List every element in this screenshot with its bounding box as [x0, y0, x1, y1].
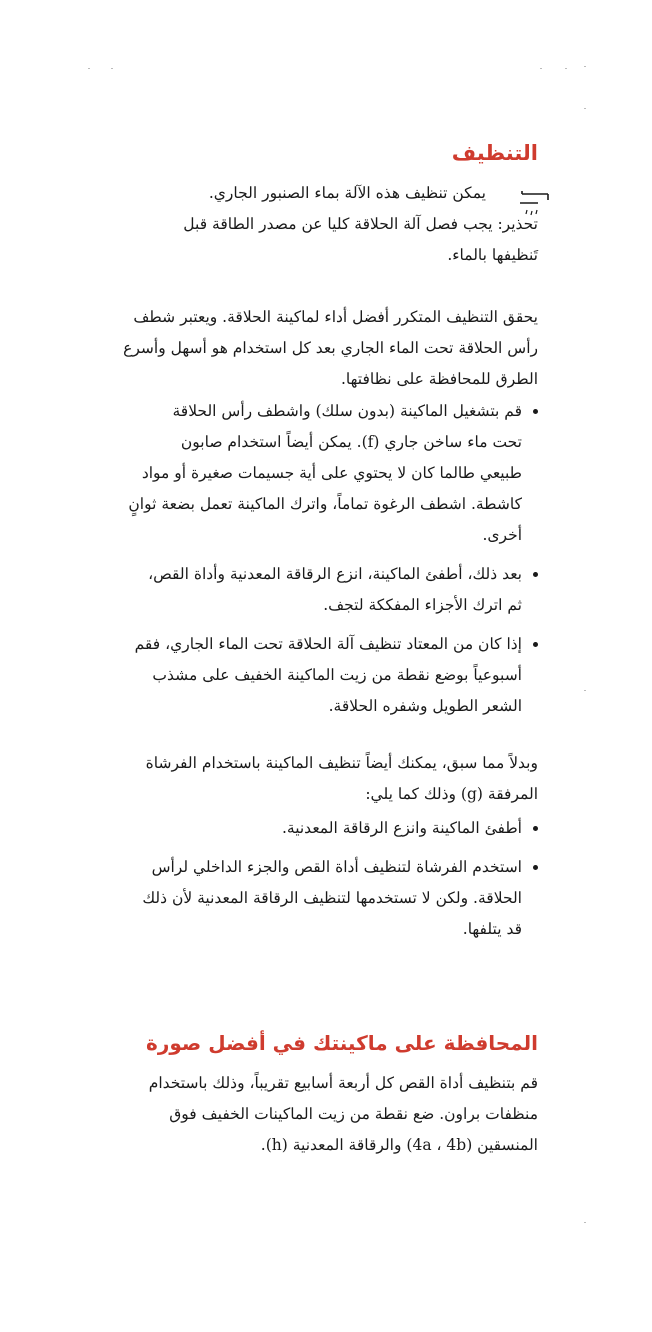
list-item [118, 813, 538, 844]
text-line: منظفات براون. ضع نقطة من زيت الماكينات الخفيف فوق [169, 1105, 538, 1123]
text-line: استخدم الفرشاة لتنظيف أداة القص والجزء الداخلي لرأس [151, 858, 522, 876]
list-item [118, 559, 538, 621]
list-item [118, 629, 538, 722]
crop-mark [584, 690, 586, 691]
text-line: الشعر الطويل وشفره الحلاقة. [328, 697, 522, 715]
list-item [118, 852, 538, 945]
text-line: تحت ماء ساخن جاري (f). يمكن أيضاً استخدام صابون [180, 433, 522, 451]
brush-intro-paragraph [98, 748, 538, 810]
text-line: رأس الحلاقة تحت الماء الجاري بعد كل استخدام هو أسهل وأسرع [123, 339, 538, 357]
text-line: قد يتلفها. [462, 920, 522, 938]
text-line: بعد ذلك، أطفئ الماكينة، انزع الرقاقة المعدنية وأداة القص، [148, 565, 522, 583]
text-line: إذا كان من المعتاد تنظيف آلة الحلاقة تحت الماء الجاري، فقم [134, 635, 522, 653]
text-line: يمكن تنظيف هذه الآلة بماء الصنبور الجاري. [208, 184, 486, 202]
section-title-maintenance: المحافظة على ماكينتك في أفضل صورة [146, 1031, 538, 1055]
rinse-steps-list [118, 396, 538, 730]
maintenance-paragraph [98, 1068, 538, 1161]
list-item [118, 396, 538, 551]
text-line: أطفئ الماكينة وانزع الرقاقة المعدنية. [281, 819, 522, 837]
text-line: أسبوعياً بوضع نقطة من زيت الماكينة الخفيف على مشذب [152, 666, 522, 684]
text-line: تحذير: يجب فصل آلة الحلاقة كليا عن مصدر الطاقة قبل [183, 215, 538, 233]
text-line: الحلاقة. ولكن لا تستخدمها لتنظيف الرقاقة المعدنية لأن ذلك [142, 889, 522, 907]
power-warning [98, 209, 538, 271]
text-line: كاشطة. اشطف الرغوة تماماً، واترك الماكينة تعمل بضعة ثوانٍ [128, 495, 522, 513]
text-line: وبدلاً مما سبق، يمكنك أيضاً تنظيف الماكينة باستخدام الفرشاة [145, 754, 538, 772]
text-line: المنسقين (4a ، 4b) والرقاقة المعدنية (h). [260, 1136, 538, 1154]
crop-mark [584, 66, 586, 67]
crop-mark [540, 68, 542, 69]
text-line: المرفقة (g) وذلك كما يلي: [365, 785, 538, 803]
text-line: قم بتنظيف أداة القص كل أربعة أسابيع تقريباً، وذلك باستخدام [148, 1074, 538, 1092]
text-line: تَنظيفها بالماء. [447, 246, 538, 264]
text-line: أخرى. [482, 526, 522, 544]
crop-mark [584, 108, 586, 109]
crop-mark [565, 68, 567, 69]
crop-mark [584, 1222, 586, 1223]
text-line: طبيعي طالما كان لا يحتوي على أية جسيمات صغيرة أو مواد [141, 464, 522, 482]
section-title-cleaning: التنظيف [451, 141, 538, 165]
cleaning-intro-paragraph [98, 302, 538, 395]
brush-steps-list [118, 813, 538, 953]
rinse-note [146, 178, 486, 209]
text-line: ثم اترك الأجزاء المفككة لتجف. [323, 596, 522, 614]
text-line: قم بتشغيل الماكينة (بدون سلك) واشطف رأس الحلاقة [172, 402, 522, 420]
crop-mark [111, 68, 113, 69]
text-line: الطرق للمحافظة على نظافتها. [340, 370, 538, 388]
text-line: يحقق التنظيف المتكرر أفضل أداء لماكينة الحلاقة. ويعتبر شطف [133, 308, 538, 326]
crop-mark [88, 68, 90, 69]
